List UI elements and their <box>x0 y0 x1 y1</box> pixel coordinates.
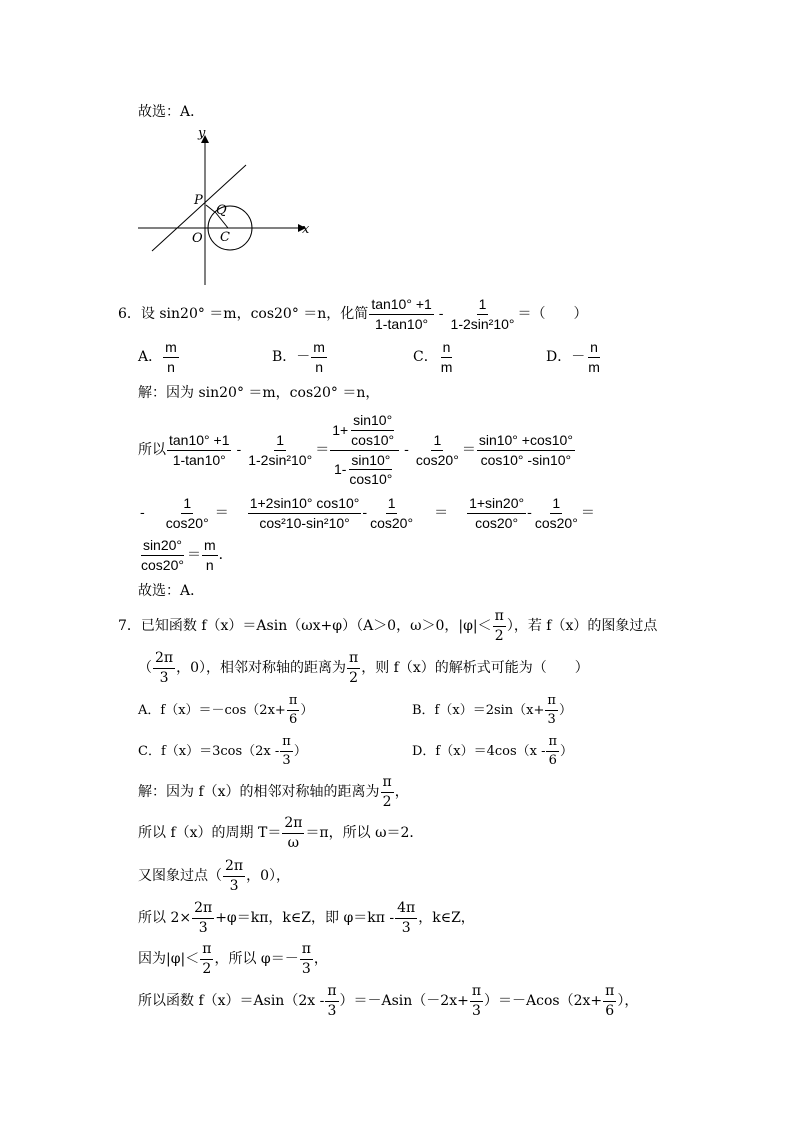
label-q: Q <box>216 203 227 218</box>
label-o: O <box>192 231 203 246</box>
q6-option-a: A． $\frac{m}{n}$ <box>138 338 177 375</box>
q6-solution-line2: 所以 $\frac{\tan 10^\circ +1}{1-\tan 10^\circ}$ - $\frac{1}{\text{1-2sin²10°}}$ ＝ 1+ $\frac{\sin 10^\circ}{\cos 10^\circ}$ 1- $\frac{\sin 10^\circ}{\cos 10^\circ}$ - $\frac{1}{\cos 20^\circ}$ ＝ $\frac{\sin 10^\circ +\cos 10^\circ}{\cos 10^\circ -\sin 10^\circ}$ <box>138 412 573 488</box>
q6-frac-tan: $\frac{\tan 10^\circ +1}{1-\tan 10^\circ}$ <box>371 295 432 332</box>
q6-answer: 故选：A． <box>138 583 205 599</box>
q7-solution-2: 所以 f（x）的周期 T＝ $\frac{2\pi}{\omega}$ ＝π，所以 ω＝2． <box>138 814 424 851</box>
q6-frac-sin: $\frac{1}{\text{1-2sin²10°}}$ <box>450 295 515 332</box>
q6-option-d: D． － $\frac{n}{m}$ <box>546 338 600 375</box>
q6-solution-intro: 解：因为 sin20° ＝m，cos20° ＝n， <box>138 385 380 401</box>
q7-solution-5: 因为|φ|＜ $\frac{\pi}{2}$ ，所以 φ＝－ $\frac{\pi}{3}$ ， <box>138 940 328 977</box>
q7-solution-3: 又图象过点（ $\frac{2\pi}{3}$ ，0）， <box>138 857 291 894</box>
q6-option-c: C． $\frac{n}{m}$ <box>413 338 453 375</box>
q6-solution-line4: $\frac{\sin 20^\circ}{\cos 20^\circ}$ ＝ $\frac{m}{n}$ ． <box>141 536 233 573</box>
q7-option-d: D．f（x）＝4cos（x - $\frac{\pi}{6}$ ） <box>412 733 574 768</box>
q6-solution-line3: - $\frac{1}{\cos 20^\circ}$ ＝ $\frac{1+2\sin 10^\circ \cos 10^\circ}{\text{cos²10-sin²10°}}$ - $\frac{1}{\cos 20^\circ}$ ＝ $\frac{1+\sin 20^\circ}{\cos 20^\circ}$ - $\frac{1}{\cos 20^\circ}$ ＝ <box>140 494 595 531</box>
label-x: x <box>302 222 310 237</box>
q6-nested-frac: 1+ $\frac{\sin 10^\circ}{\cos 10^\circ}$ 1- $\frac{\sin 10^\circ}{\cos 10^\circ}$ <box>330 413 399 487</box>
coordinate-figure <box>132 125 317 287</box>
q7-stem-line2: （ $\frac{2\pi}{3}$ ，0），相邻对称轴的距离为 $\frac{\pi}{2}$ ，则 f（x）的解析式可能为（ ） <box>138 649 589 686</box>
q5-answer: 故选：A． <box>138 104 205 120</box>
segment-pq <box>206 205 216 213</box>
q7-solution-6: 所以函数 f（x）＝Asin（2x - $\frac{\pi}{3}$ ）＝－Asin（－2x+ $\frac{\pi}{3}$ ）＝－Acos（2x+ $\frac{\pi}{6}$ ）， <box>138 982 639 1019</box>
label-p: P <box>194 193 203 208</box>
q7-solution-1: 解：因为 f（x）的相邻对称轴的距离为 $\frac{\pi}{2}$ ， <box>138 773 409 810</box>
q7-option-c: C．f（x）＝3cos（2x - $\frac{\pi}{3}$ ） <box>138 733 307 768</box>
q7-solution-4: 所以 2× $\frac{2\pi}{3}$ +φ＝kπ，k∈Z，即 φ＝kπ - $\frac{4\pi}{3}$ ，k∈Z， <box>138 899 475 936</box>
q7-option-a: A．f（x）＝－cos（2x+ $\frac{\pi}{6}$ ） <box>138 692 314 727</box>
q7-stem-line1: 7．已知函数 f（x）＝Asin（ωx+φ）（A＞0，ω＞0，|φ|＜ $\frac{\pi}{2}$ ），若 f（x）的图象过点 <box>118 607 658 644</box>
q7-option-b: B．f（x）＝2sin（x+ $\frac{\pi}{3}$ ） <box>412 692 572 727</box>
q6-option-b: B． － $\frac{m}{n}$ <box>272 338 325 375</box>
label-c: C <box>220 230 230 245</box>
q6-stem: 6．设 sin20° ＝m，cos20° ＝n，化简 $\frac{\tan 10^\circ +1}{1-\tan 10^\circ}$ - $\frac{1}{\text{1-2sin²10°}}$ ＝（ ） <box>118 295 588 332</box>
label-y: y <box>198 126 206 141</box>
